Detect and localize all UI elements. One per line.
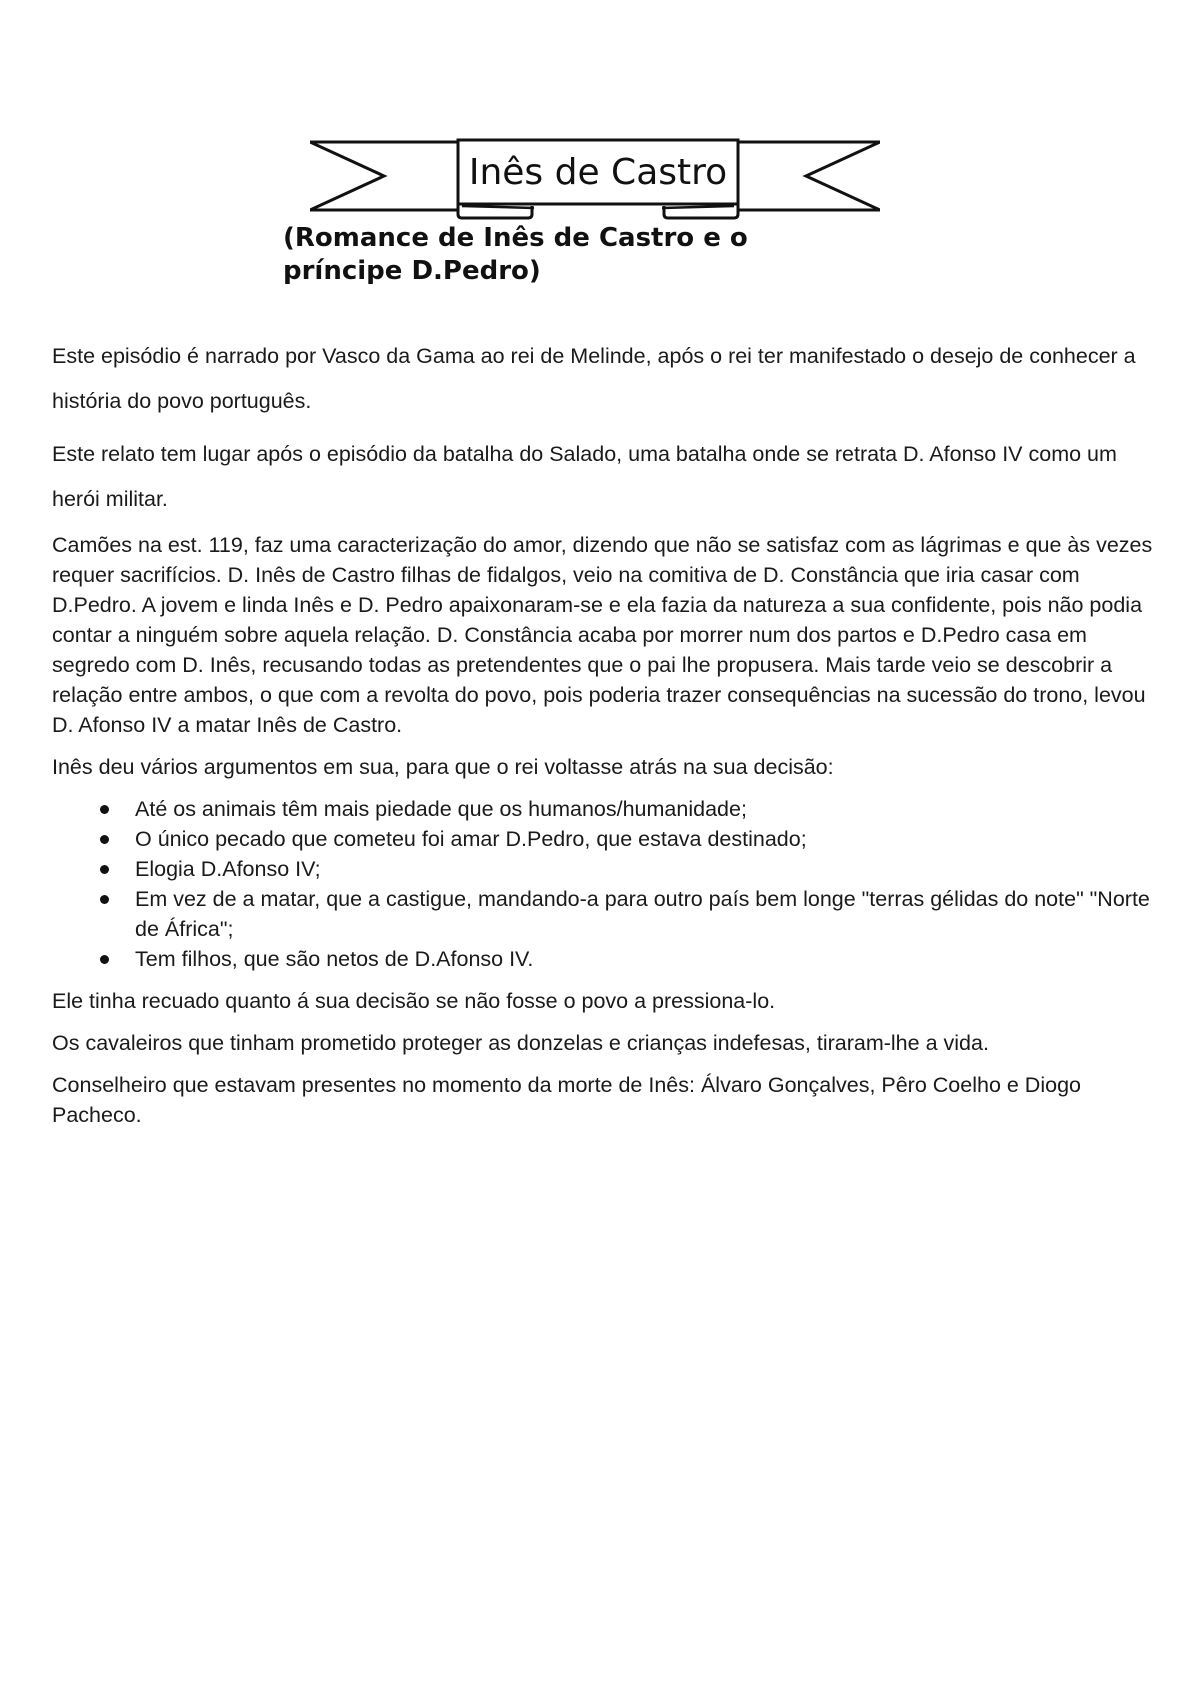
- list-item: [52, 944, 1160, 974]
- paragraph-intro-2: Este relato tem lugar após o episódio da batalha do Salado, uma batalha onde se retrata D. Afonso IV como um herói militar.: [52, 442, 1117, 511]
- list-item: [52, 884, 1160, 944]
- list-item: [52, 794, 1160, 824]
- bullet-icon: [100, 955, 109, 964]
- bullet-icon: [100, 805, 109, 814]
- paragraph-closing-3: Conselheiro que estavam presentes no momento da morte de Inês: Álvaro Gonçalves, Pêro Coelho e Diogo Pacheco.: [52, 1073, 1081, 1127]
- bullet-icon: [100, 895, 109, 904]
- list-item-text: Tem filhos, que são netos de D.Afonso IV.: [135, 947, 534, 971]
- paragraph-intro-1: Este episódio é narrado por Vasco da Gama ao rei de Melinde, após o rei ter manifestado o desejo de conhecer a história do povo português.: [52, 344, 1136, 413]
- arguments-list: [52, 794, 1160, 974]
- list-item-text: O único pecado que cometeu foi amar D.Pedro, que estava destinado;: [135, 827, 807, 851]
- list-item-text: Elogia D.Afonso IV;: [135, 857, 321, 881]
- list-item: [52, 854, 1160, 884]
- paragraph-closing-1: Ele tinha recuado quanto á sua decisão se não fosse o povo a pressiona-lo.: [52, 989, 776, 1013]
- document-subtitle: (Romance de Inês de Castro e o príncipe D.Pedro): [283, 223, 748, 284]
- title-banner: [310, 138, 880, 220]
- paragraph-camoes: Camões na est. 119, faz uma caracterização do amor, dizendo que não se satisfaz com as lágrimas e que às vezes requer sacrifícios. D. Inês de Castro filhas de fidalgos, veio na comitiva de D. Constância que iria casar com D.Pedro. A jovem e linda Inês e D. Pedro apaixonaram-se e ela fazia da natureza a sua confidente, pois não podia contar a ninguém sobre aquela relação. D. Constância acaba por morrer num dos partos e D.Pedro casa em segredo com D. Inês, recusando todas as pretendentes que o pai lhe propusera. Mais tarde veio se descobrir a relação entre ambos, o que com a revolta do povo, pois poderia trazer consequências na sucessão do trono, levou D. Afonso IV a matar Inês de Castro.: [52, 533, 1153, 737]
- paragraph-arguments-intro: Inês deu vários argumentos em sua, para que o rei voltasse atrás na sua decisão:: [52, 755, 834, 779]
- list-item-text: Até os animais têm mais piedade que os humanos/humanidade;: [135, 797, 747, 821]
- document-body: [52, 334, 1160, 1142]
- list-item: [52, 824, 1160, 854]
- bullet-icon: [100, 835, 109, 844]
- document-title: Inês de Castro: [468, 152, 728, 193]
- bullet-icon: [100, 865, 109, 874]
- paragraph-closing-2: Os cavaleiros que tinham prometido proteger as donzelas e crianças indefesas, tiraram-lhe a vida.: [52, 1031, 989, 1055]
- list-item-text: Em vez de a matar, que a castigue, mandando-a para outro país bem longe "terras gélidas do note" "Norte de África";: [135, 887, 1150, 941]
